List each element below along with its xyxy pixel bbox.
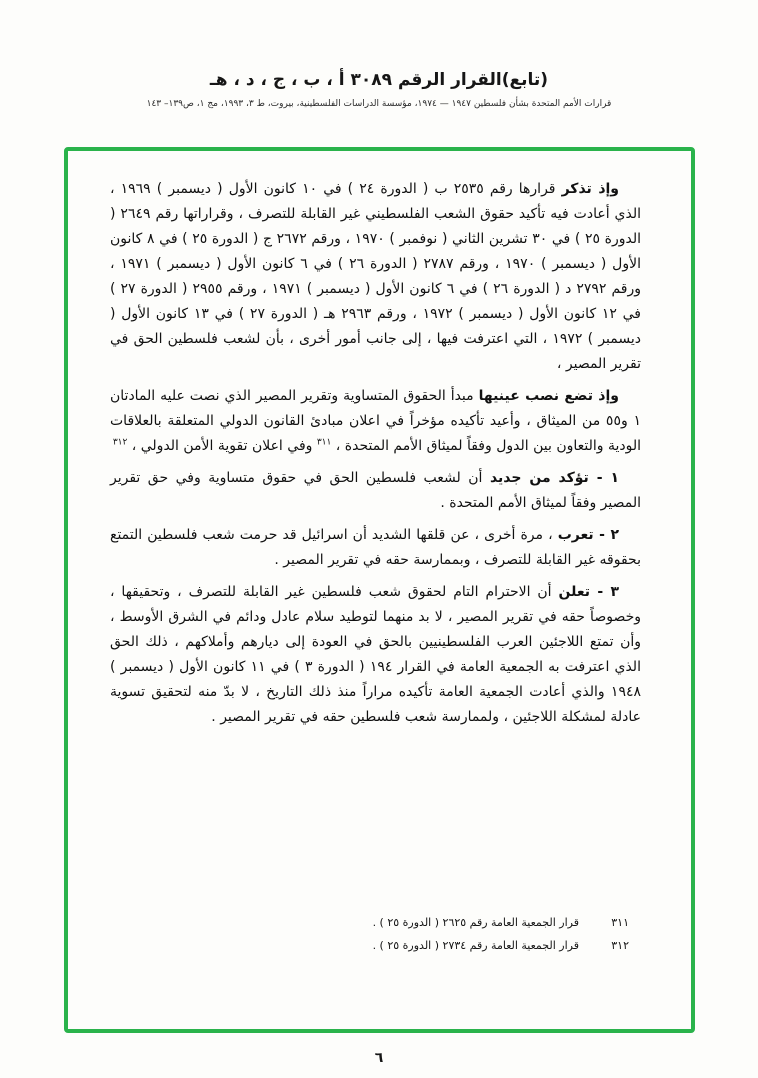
paragraph-operative-3 [110, 580, 641, 730]
footnotes-section [110, 911, 641, 957]
header-source: قرارات الأمم المتحدة بشأن فلسطين ١٩٤٧ — ١٩٧٤، مؤسسة الدراسات الفلسطينية، بيروت، ط ٣، ١٩٩٣، مج ١، ص١٣٩– ١٤٣ [146, 99, 612, 109]
clause-number: ٢ - [593, 527, 619, 543]
paragraph-operative-1 [110, 466, 641, 516]
paragraph-lead: وإذ تذكر [561, 181, 619, 197]
body-text [110, 177, 641, 737]
footnote-ref-311: ٣١١ [316, 437, 332, 448]
paragraph-lead: تعرب [557, 527, 594, 543]
footnote-number: ٣١٢ [611, 939, 629, 952]
paragraph-text: قرارها رقم ٢٥٣٥ ب ( الدورة ٢٤ ) في ١٠ كانون الأول ( ديسمبر ) ١٩٦٩ ، الذي أعادت فيه تأكيد حقوق الشعب الفلسطيني غير القابلة للتصرف ، وقراراتها رقم ٢٦٤٩ ( الدورة ٢٥ ) في ٣٠ تشرين الثاني ( نوفمبر ) ١٩٧٠ ، ورقم ٢٦٧٢ ج ( الدورة ٢٥ ) في ٨ كانون الأول ( ديسمبر ) ١٩٧٠ ، ورقم ٢٧٨٧ ( الدورة ٢٦ ) في ٦ كانون الأول ( ديسمبر ) ١٩٧١ ، ورقم ٢٧٩٢ د ( الدورة ٢٦ ) في ٦ كانون الأول ( ديسمبر ) ١٩٧١ ، ورقم ٢٩٥٥ ( الدورة ٢٧ ) في ١٢ كانون الأول ( ديسمبر ) ١٩٧٢ ، ورقم ٢٩٦٣ هـ ( الدورة ٢٧ ) في ١٣ كانون الأول ( ديسمبر ) ١٩٧٢ ، التي اعترفت فيها ، إلى جانب أمور أخرى ، بأن لشعب فلسطين الحق في تقرير المصير ، [110, 181, 642, 372]
paragraph-lead: تعلن [558, 584, 590, 600]
footnote-text: قرار الجمعية العامة رقم ٢٦٢٥ ( الدورة ٢٥ ) . [372, 916, 579, 929]
page-number: ٦ [374, 1050, 384, 1066]
clause-number: ٣ - [589, 584, 620, 600]
paragraph-preamble-2 [110, 384, 641, 459]
footnote-ref-312: ٣١٢ [112, 437, 128, 448]
paragraph-operative-2 [110, 523, 641, 573]
header-title: (تابع)القرار الرقم ٣٠٨٩ أ ، ب ، ج ، د ، هـ [209, 70, 549, 90]
paragraph-preamble-1 [110, 177, 641, 377]
content-frame [64, 147, 695, 1033]
clause-number: ١ - [588, 470, 619, 486]
footnote [110, 934, 629, 957]
paragraph-text: ، مرة أخرى ، عن قلقها الشديد أن اسرائيل قد حرمت شعب فلسطين التمتع بحقوقه غير القابلة للتصرف ، وبممارسة حقه في تقرير المصير . [110, 527, 641, 568]
paragraph-text: وفي اعلان تقوية الأمن الدولي ، [127, 438, 317, 454]
page-header [0, 0, 758, 109]
paragraph-text: مبدأ الحقوق المتساوية وتقرير المصير الذي نصت عليه المادتان ١ و٥٥ من الميثاق ، وأعيد تأكيده مؤخراً في اعلان مبادئ القانون الدولي المتعلقة بالعلاقات الودية والتعاون بين الدول وفقاً لميثاق الأمم المتحدة ، [110, 388, 641, 454]
paragraph-text: أن لشعب فلسطين الحق في حقوق متساوية وفي حق تقرير المصير وفقاً لميثاق الأمم المتحدة . [110, 470, 641, 511]
footnote [110, 911, 629, 934]
paragraph-lead: وإذ تضع نصب عينيها [478, 388, 619, 404]
paragraph-lead: تؤكد من جديد [489, 470, 589, 486]
paragraph-text: أن الاحترام التام لحقوق شعب فلسطين غير القابلة للتصرف ، وتحقيقها ، وخصوصاً حقه في تقرير المصير ، لا بد منهما لتوطيد سلام عادل ودائم في الشرق الأوسط ، وأن تمتع اللاجئين العرب الفلسطينيين بالحق في العودة إلى ديارهم وأملاكهم ، ذلك الحق الذي اعترفت به الجمعية العامة في القرار ١٩٤ ( الدورة ٣ ) في ١١ كانون الأول ( ديسمبر ) ١٩٤٨ والذي أعادت الجمعية العامة تأكيده مراراً منذ ذلك التاريخ ، لا بدّ منه لتحقيق تسوية عادلة لمشكلة اللاجئين ، ولممارسة شعب فلسطين حقه في تقرير المصير . [110, 584, 641, 725]
footnote-number: ٣١١ [611, 916, 629, 929]
footnote-text: قرار الجمعية العامة رقم ٢٧٣٤ ( الدورة ٢٥ ) . [372, 939, 579, 952]
